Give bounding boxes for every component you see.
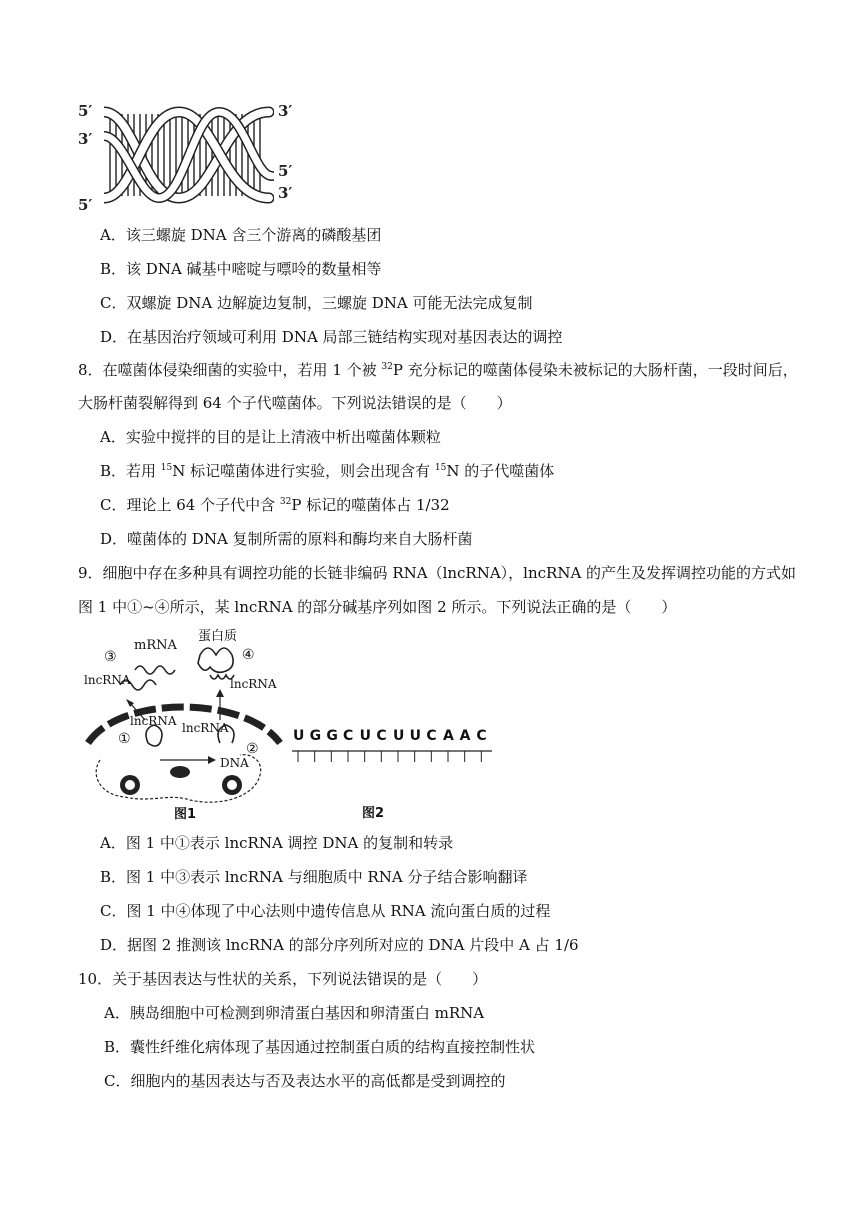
q10-option-c: C．细胞内的基因表达与否及表达水平的高低都是受到调控的 xyxy=(104,1072,506,1090)
q10-option-b: B．囊性纤维化病体现了基因通过控制蛋白质的结构直接控制性状 xyxy=(104,1038,536,1056)
q8-stem-text-b: P 充分标记的噬菌体侵染未被标记的大肠杆菌，一段时间后， xyxy=(392,361,798,379)
q8-option-c-sup: 32 xyxy=(279,497,292,507)
q8-option-b-text-2: N 标记噬菌体进行实验，则会出现含有 xyxy=(172,462,435,480)
q8-option-a: A．实验中搅拌的目的是让上清液中析出噬菌体颗粒 xyxy=(100,428,441,446)
label-3-prime-left: 3′ xyxy=(78,130,93,148)
q8-stem-line1 xyxy=(78,360,798,380)
sequence-base: A xyxy=(459,728,471,744)
q8-option-b-text-1: B．若用 xyxy=(100,462,161,480)
q10-option-a: A．胰岛细胞中可检测到卵清蛋白基因和卵清蛋白 mRNA xyxy=(104,1004,485,1022)
q9-option-b: B．图 1 中③表示 lncRNA 与细胞质中 RNA 分子结合影响翻译 xyxy=(100,868,528,886)
label-5-prime-top-left: 5′ xyxy=(78,102,93,120)
fig1-circle-2: ② xyxy=(246,741,259,757)
fig1-protein-label: 蛋白质 xyxy=(198,629,238,644)
sequence-base: C xyxy=(426,728,437,744)
sequence-base: C xyxy=(476,728,487,744)
q8-option-b-sup-2: 15 xyxy=(434,463,447,473)
fig1-circle-3: ③ xyxy=(104,649,117,665)
sequence-base: G xyxy=(326,728,338,744)
sequence-base: C xyxy=(343,728,354,744)
figure-1-lncrna-diagram xyxy=(80,625,290,820)
q8-option-c xyxy=(100,495,450,515)
q10-stem: 10．关于基因表达与性状的关系，下列说法错误的是（ ） xyxy=(78,970,488,988)
sequence-base: U xyxy=(293,728,305,744)
fig1-circle-4: ④ xyxy=(242,647,255,663)
q7-option-a: A．该三螺旋 DNA 含三个游离的磷酸基团 xyxy=(100,226,382,244)
label-3-prime-bottom-right: 3′ xyxy=(278,184,293,202)
q7-option-b: B．该 DNA 碱基中嘧啶与嘌呤的数量相等 xyxy=(100,260,382,278)
q8-option-b xyxy=(100,461,554,481)
q9-option-a: A．图 1 中①表示 lncRNA 调控 DNA 的复制和转录 xyxy=(100,834,454,852)
fig1-lncrna-right: lncRNA xyxy=(230,677,277,691)
q8-option-c-text-1: C．理论上 64 个子代中含 xyxy=(100,496,280,514)
fig1-dna-label: DNA xyxy=(220,756,249,770)
label-5-prime-right: 5′ xyxy=(278,162,293,180)
q9-option-d: D．据图 2 推测该 lncRNA 的部分序列所对应的 DNA 片段中 A 占 1/6 xyxy=(100,936,579,954)
q8-stem-superscript: 32 xyxy=(381,362,393,372)
sequence-letters xyxy=(292,728,492,748)
q7-option-c: C．双螺旋 DNA 边解旋边复制，三螺旋 DNA 可能无法完成复制 xyxy=(100,294,533,312)
q8-option-c-text-2: P 标记的噬菌体占 1/32 xyxy=(291,496,450,514)
q9-option-c: C．图 1 中④体现了中心法则中遗传信息从 RNA 流向蛋白质的过程 xyxy=(100,902,551,920)
figure-2-sequence xyxy=(292,728,502,820)
q8-option-b-sup-1: 15 xyxy=(160,463,173,473)
q7-option-d: D．在基因治疗领域可利用 DNA 局部三链结构实现对基因表达的调控 xyxy=(100,328,563,346)
sequence-base: U xyxy=(409,728,422,744)
sequence-base: U xyxy=(359,728,372,744)
fig2-caption: 图2 xyxy=(362,806,385,821)
triple-helix-drawing xyxy=(104,106,274,206)
q8-option-b-text-3: N 的子代噬菌体 xyxy=(446,462,555,480)
sequence-base: C xyxy=(376,728,387,744)
q8-stem-line2: 大肠杆菌裂解得到 64 个子代噬菌体。下列说法错误的是（ ） xyxy=(78,394,512,412)
sequence-base: A xyxy=(443,728,454,744)
sequence-base: G xyxy=(309,728,322,744)
fig1-lncrna-left: lncRNA xyxy=(84,673,131,687)
fig1-lncrna-mid-1: lncRNA xyxy=(130,714,177,728)
fig1-circle-1: ① xyxy=(118,731,131,747)
fig1-lncrna-mid-2: lncRNA xyxy=(182,721,229,735)
fig1-caption: 图1 xyxy=(174,807,197,822)
q9-stem-line2: 图 1 中①~④所示，某 lncRNA 的部分碱基序列如图 2 所示。下列说法正确的是（ ） xyxy=(78,598,677,616)
q9-stem-line1: 9．细胞中存在多种具有调控功能的长链非编码 RNA（lncRNA），lncRNA 的产生及发挥调控功能的方式如 xyxy=(78,564,797,582)
sequence-ruler xyxy=(292,748,496,764)
fig1-mrna-label: mRNA xyxy=(134,638,177,653)
triple-helix-figure xyxy=(78,100,298,218)
sequence-base: U xyxy=(393,728,405,744)
q8-stem-text-a: 8．在噬菌体侵染细菌的实验中，若用 1 个被 xyxy=(78,361,382,379)
q8-option-d: D．噬菌体的 DNA 复制所需的原料和酶均来自大肠杆菌 xyxy=(100,530,473,548)
label-5-prime-bottom-left: 5′ xyxy=(78,196,93,214)
label-3-prime-top-right: 3′ xyxy=(278,102,293,120)
